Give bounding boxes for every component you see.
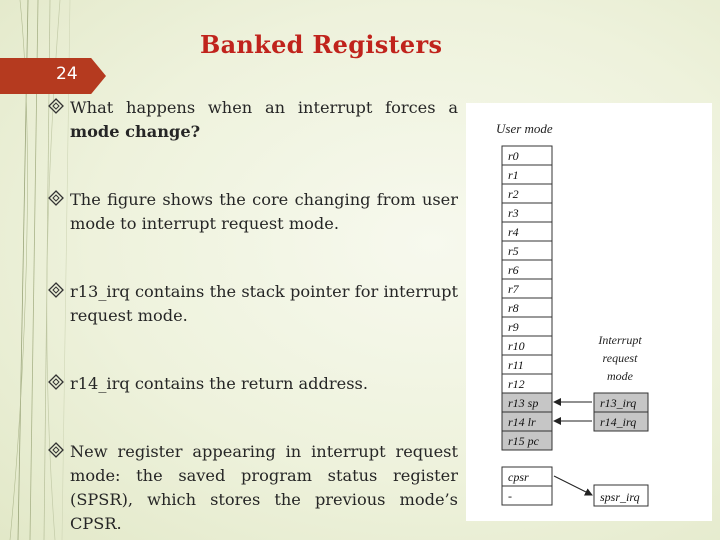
user-register-label: r12 xyxy=(508,377,525,391)
user-register-column xyxy=(502,146,552,450)
diamond-bullet-icon xyxy=(48,374,64,390)
spsr-register-label: spsr_irq xyxy=(600,490,640,504)
bullet-item xyxy=(48,96,458,144)
user-register-label: r13 sp xyxy=(508,396,539,410)
status-register-label: - xyxy=(508,489,512,503)
irq-register-label: r14_irq xyxy=(600,415,637,429)
diamond-bullet-icon xyxy=(48,442,64,458)
irq-mode-label-line: mode xyxy=(607,369,633,383)
bullet-item xyxy=(48,440,458,536)
irq-mode-label xyxy=(597,333,642,383)
user-register-label: r7 xyxy=(508,282,519,296)
banked-registers-figure xyxy=(466,103,712,521)
user-register-label: r11 xyxy=(508,358,524,372)
user-register-label: r2 xyxy=(508,187,519,201)
diamond-bullet-icon xyxy=(48,190,64,206)
bullet-text: r13_irq contains the stack pointer for interrupt request mode. xyxy=(70,282,458,325)
bullet-text: r14_irq contains the return address. xyxy=(70,374,368,393)
irq-register-label: r13_irq xyxy=(600,396,637,410)
page-number-tab xyxy=(0,58,106,94)
user-register-label: r10 xyxy=(508,339,525,353)
bullet-text: New register appearing in interrupt request mode: the saved program status register (SPSR), which stores the previous mode’s CPSR. xyxy=(70,442,458,533)
user-register-label: r15 pc xyxy=(508,434,539,448)
user-register-label: r4 xyxy=(508,225,519,239)
status-register-label: cpsr xyxy=(508,470,529,484)
user-register-label: r1 xyxy=(508,168,519,182)
user-register-label: r8 xyxy=(508,301,519,315)
register-diagram xyxy=(466,103,712,521)
bullet-item xyxy=(48,188,458,236)
bullet-text: The figure shows the core changing from user mode to interrupt request mode. xyxy=(70,190,458,233)
irq-mode-label-line: request xyxy=(602,351,638,365)
irq-register-column xyxy=(594,393,648,431)
diamond-bullet-icon xyxy=(48,98,64,114)
user-register-label: r5 xyxy=(508,244,519,258)
user-register-label: r14 lr xyxy=(508,415,536,429)
slide-title: Banked Registers xyxy=(200,30,443,59)
bullet-text: What happens when an interrupt forces a mode change? xyxy=(70,98,458,141)
page-number: 24 xyxy=(56,64,78,84)
user-register-label: r9 xyxy=(508,320,519,334)
user-register-label: r0 xyxy=(508,149,519,163)
bullet-item xyxy=(48,280,458,328)
cpsr-to-spsr-arrow xyxy=(554,476,592,495)
bullet-item xyxy=(48,372,458,396)
user-register-label: r3 xyxy=(508,206,519,220)
diamond-bullet-icon xyxy=(48,282,64,298)
user-mode-label: User mode xyxy=(496,121,553,136)
arrows xyxy=(554,402,592,495)
irq-mode-label-line: Interrupt xyxy=(598,333,642,347)
user-register-label: r6 xyxy=(508,263,519,277)
